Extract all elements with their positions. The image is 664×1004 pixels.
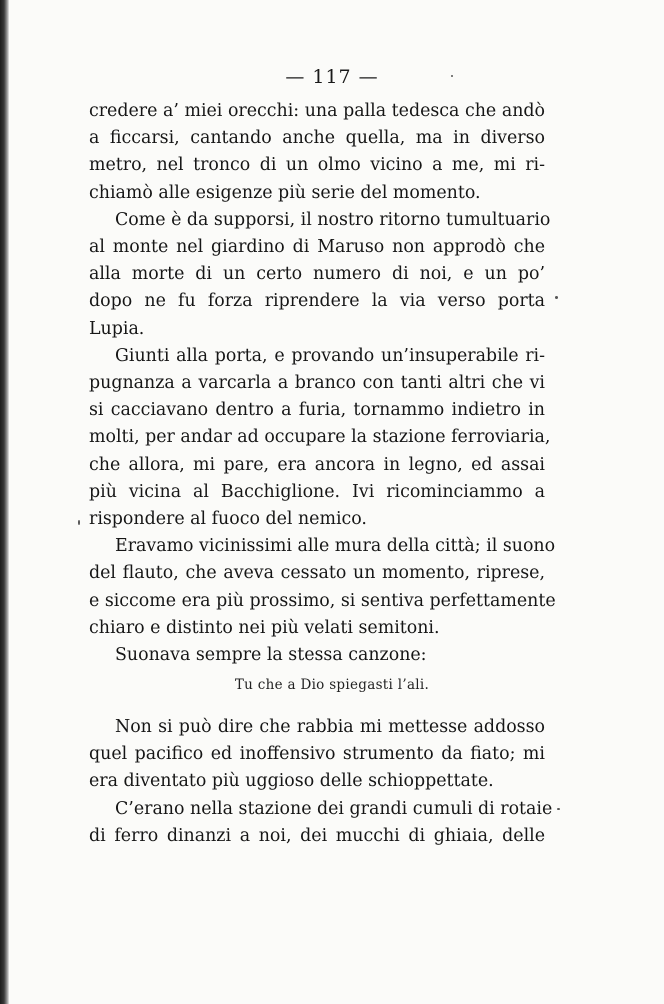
text-line: Lupia. <box>89 318 145 339</box>
text-line: Non si può dire che rabbia mi mettesse addosso <box>115 717 545 737</box>
text-line: era diventato più uggioso delle schioppettate. <box>89 771 494 792</box>
text-line: del flauto, che aveva cessato un momento, riprese, <box>89 563 545 584</box>
print-speck <box>78 520 80 525</box>
text-line: rispondere al fuoco del nemico. <box>89 509 367 530</box>
quoted-song-title: Tu che a Dio spiegasti l’ali. <box>234 677 430 693</box>
text-line: alla morte di un certo numero di noi, e un po’ <box>89 264 545 285</box>
text-line: credere a’ miei orecchi: una palla tedesca che andò <box>89 101 545 121</box>
text-line: si cacciavano dentro a furia, tornammo indietro in <box>89 400 545 421</box>
text-line: quel pacifico ed inoffensivo strumento da fiato; mi <box>89 744 545 765</box>
text-line: Come è da supporsi, il nostro ritorno tumultuario <box>115 209 551 230</box>
text-line: chiamò alle esigenze più serie del momento. <box>89 182 481 203</box>
text-line: Suonava sempre la stessa canzone: <box>115 645 427 666</box>
text-line: metro, nel tronco di un olmo vicino a me, mi ri- <box>89 155 545 176</box>
text-line: di ferro dinanzi a noi, dei mucchi di ghiaia, delle <box>89 825 545 846</box>
page-number: — 117 — <box>285 66 379 88</box>
text-line: molti, per andar ad occupare la stazione ferroviaria, <box>89 427 551 448</box>
text-line: pugnanza a varcarla a branco con tanti altri che vi <box>89 373 545 394</box>
text-line: Giunti alla porta, e provando un’insuperabile ri- <box>115 345 545 366</box>
text-line: che allora, mi pare, era ancora in legno, ed assai <box>89 454 545 475</box>
text-line: a ficcarsi, cantando anche quella, ma in diverso <box>89 128 545 149</box>
text-line: Eravamo vicinissimi alle mura della città; il suono <box>115 536 556 557</box>
body-text-lower <box>89 714 553 850</box>
print-speck <box>451 75 453 77</box>
text-line: C’erano nella stazione dei grandi cumuli di rotaie <box>115 798 553 819</box>
text-line: e siccome era più prossimo, si sentiva perfettamente <box>89 590 556 611</box>
book-binding-edge <box>0 0 9 1004</box>
print-speck <box>555 296 558 299</box>
body-text-upper <box>89 98 556 669</box>
text-line: dopo ne fu forza riprendere la via verso porta <box>89 291 545 312</box>
text-line: chiaro e distinto nei più velati semitoni. <box>89 617 440 638</box>
text-line: al monte nel giardino di Maruso non approdò che <box>89 237 545 258</box>
print-speck <box>557 808 560 810</box>
text-line: più vicina al Bacchiglione. Ivi ricominciammo a <box>89 481 545 502</box>
